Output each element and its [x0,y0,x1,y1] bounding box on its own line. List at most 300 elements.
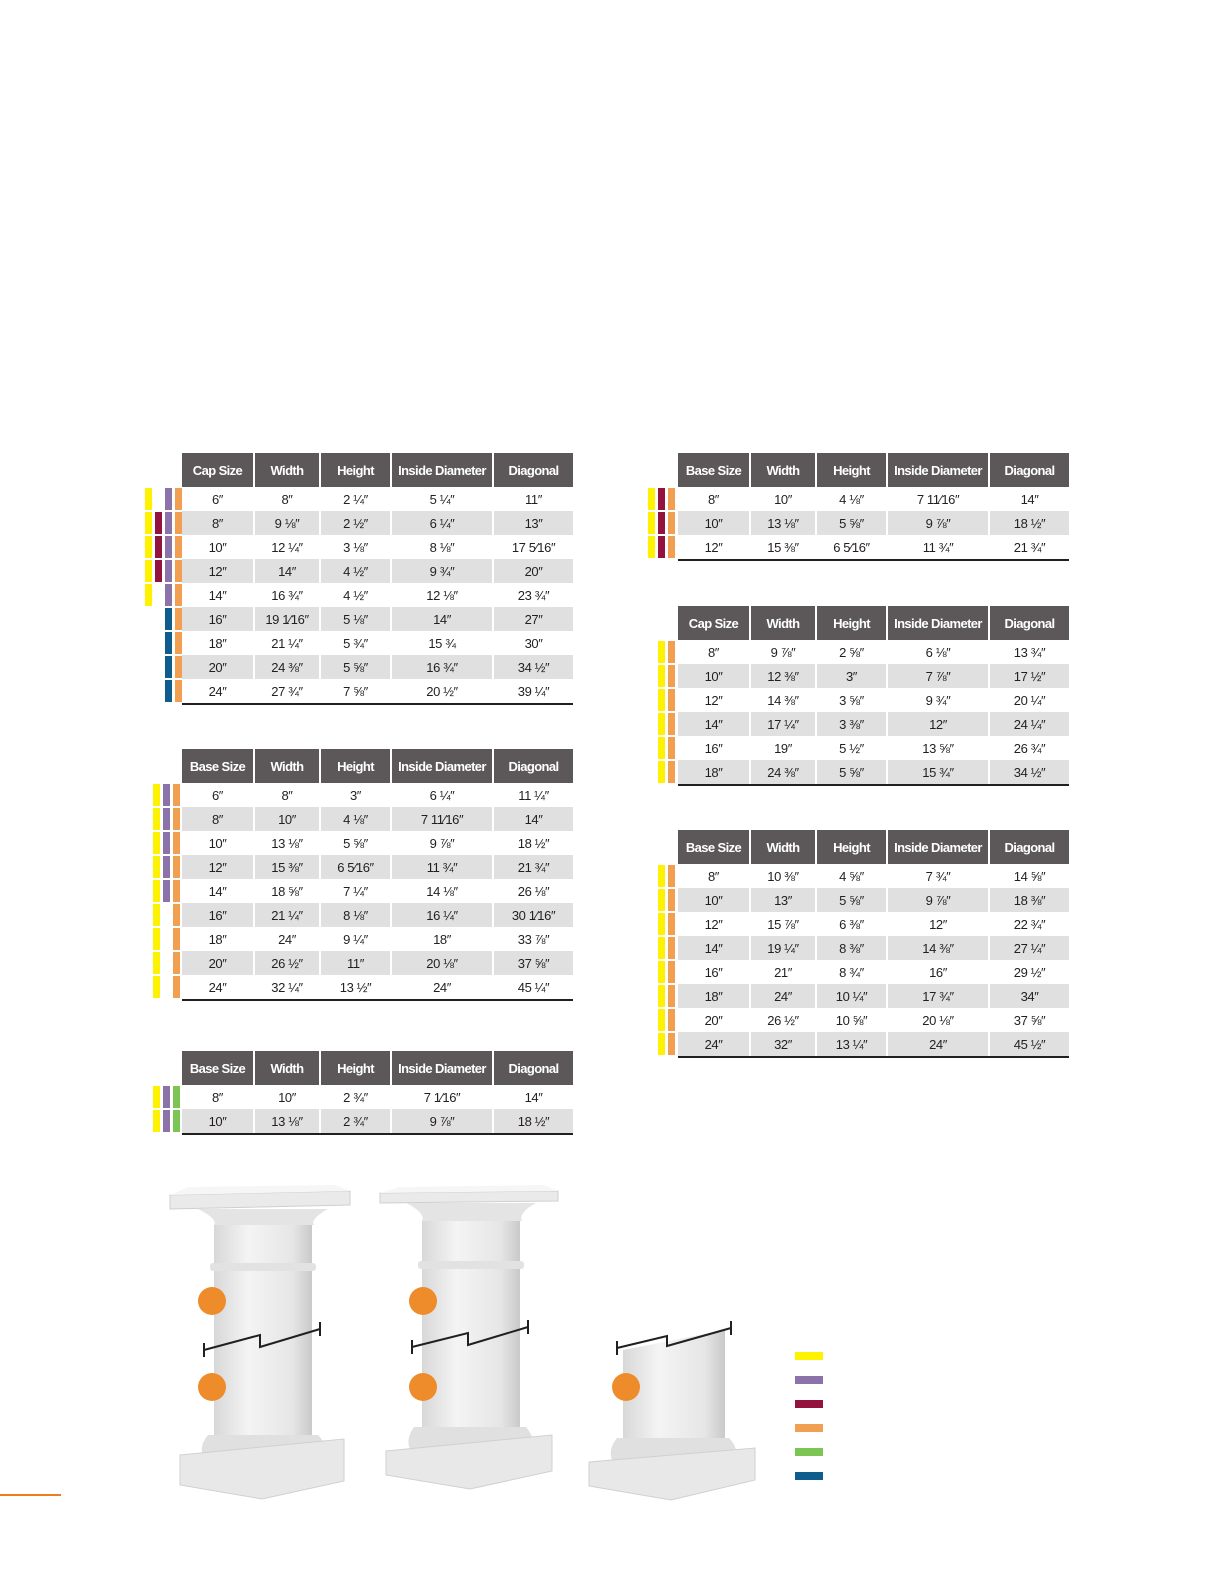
marker-dot-2a [409,1287,437,1315]
orange-code-swatch [668,1009,675,1031]
cell-width: 16 ¾″ [255,583,321,607]
header-height: Height [817,606,888,640]
table-row [658,864,1069,888]
header-height: Height [321,749,392,783]
cell-width: 17 ¼″ [751,712,817,736]
cell-inside-diameter: 12 ⅛″ [392,583,494,607]
orange-code-swatch [175,488,182,510]
cell-height: 2 ¼″ [321,487,392,511]
cell-size: 14″ [678,712,751,736]
cell-size: 14″ [678,936,751,960]
empty-code-swatch [145,632,152,654]
cell-width: 13″ [751,888,817,912]
orange-code-swatch [668,665,675,687]
orange-code-swatch [668,1033,675,1055]
maroon-code-swatch [658,488,665,510]
cell-inside-diameter: 11 ¾″ [888,535,990,559]
table-row [153,831,573,855]
table-row [153,807,573,831]
cell-diagonal: 18 ½″ [517,835,550,851]
cell-inside-diameter: 24″ [392,975,494,999]
yellow-code-swatch [145,584,152,606]
yellow-code-swatch [648,512,655,534]
yellow-code-swatch [658,1009,665,1031]
purple-code-swatch [165,584,172,606]
cell-height: 8 ⅜″ [817,936,888,960]
purple-code-swatch [165,488,172,510]
cell-size: 20″ [182,655,255,679]
legend-green-swatch [795,1448,823,1456]
cell-diagonal: 24 ¼″ [990,712,1069,736]
yellow-code-swatch [658,985,665,1007]
legend-blue-swatch [795,1472,823,1480]
purple-code-swatch [163,880,170,902]
cell-width: 24″ [255,927,321,951]
row-color-codes [658,688,678,712]
yellow-code-swatch [658,665,665,687]
cell-diagonal: 18 ½″ [990,511,1069,535]
cell-size: 12″ [678,912,751,936]
cell-diagonal: 14″ [524,1089,543,1105]
empty-code-swatch [163,952,170,974]
yellow-code-swatch [658,689,665,711]
cell-diagonal: 21 ¾″ [1013,539,1046,555]
green-code-swatch [173,1086,180,1108]
row-color-codes [145,559,182,583]
cell-width: 12 ⅜″ [751,664,817,688]
cell-inside-diameter: 18″ [392,927,494,951]
cell-width: 13 ⅛″ [255,831,321,855]
cell-height: 4 ⅝″ [817,864,888,888]
orange-code-swatch [173,952,180,974]
row-color-codes [145,631,182,655]
table-row [658,888,1069,912]
yellow-code-swatch [658,761,665,783]
cell-height: 5 ⅝″ [321,655,392,679]
row-color-codes [658,1008,678,1032]
cell-inside-diameter: 11 ¾″ [392,855,494,879]
cell-height: 6 ⅜″ [817,912,888,936]
header-size: Base Size [182,749,255,783]
cell-width: 19 1⁄16″ [255,607,321,631]
row-color-codes [648,535,678,559]
header-size: Cap Size [678,606,751,640]
header-diagonal: Diagonal [494,1051,573,1085]
row-color-codes [153,783,182,807]
cell-diagonal: 37 ⅝″ [1013,1012,1046,1028]
cell-height: 4 ½″ [321,583,392,607]
header-width: Width [255,749,321,783]
cell-size: 16″ [678,736,751,760]
header-height: Height [817,830,888,864]
cell-diagonal: 34″ [990,984,1069,1008]
row-color-codes [658,888,678,912]
empty-code-swatch [155,680,162,702]
row-color-codes [153,927,182,951]
header-size: Base Size [678,830,751,864]
table-row [145,607,573,631]
purple-code-swatch [163,784,170,806]
yellow-code-swatch [153,952,160,974]
marker-dot-3a [612,1373,640,1401]
orange-code-swatch [668,689,675,711]
cell-height: 2 ½″ [321,511,392,535]
cell-height: 5 ¾″ [321,631,392,655]
header-width: Width [255,453,321,487]
cell-size: 8″ [678,864,751,888]
table-row [145,487,573,511]
header-size: Base Size [678,453,751,487]
cell-inside-diameter: 16″ [888,960,990,984]
cell-width: 12 ¼″ [255,535,321,559]
row-color-codes [658,960,678,984]
yellow-code-swatch [658,1033,665,1055]
orange-code-swatch [175,632,182,654]
table-row [153,975,573,999]
table-bottom-rule [182,1133,573,1135]
cell-height: 6 5⁄16″ [817,535,888,559]
table-row [658,984,1069,1008]
cell-width: 32″ [751,1032,817,1056]
cell-inside-diameter: 6 ¼″ [392,511,494,535]
table-row [145,655,573,679]
yellow-code-swatch [658,641,665,663]
cell-diagonal: 20″ [494,559,573,583]
cell-size: 12″ [182,559,255,583]
header-diagonal: Diagonal [990,830,1069,864]
cell-diagonal: 27″ [494,607,573,631]
table-header [678,830,1069,864]
header-inside-diameter: Inside Diameter [888,830,990,864]
row-color-codes [658,640,678,664]
empty-code-swatch [163,976,170,998]
table-header [182,749,573,783]
yellow-code-swatch [658,713,665,735]
cell-size: 8″ [182,511,255,535]
header-diagonal: Diagonal [494,749,573,783]
row-color-codes [145,607,182,631]
cell-inside-diameter: 24″ [888,1032,990,1056]
cell-inside-diameter: 12″ [888,912,990,936]
cell-width: 24 ⅜″ [255,655,321,679]
cell-height: 3″ [321,783,392,807]
cell-size: 10″ [678,664,751,688]
purple-code-swatch [163,1086,170,1108]
orange-code-swatch [668,488,675,510]
cell-width: 10″ [751,487,817,511]
yellow-code-swatch [145,560,152,582]
cell-diagonal: 20 ¼″ [1013,692,1046,708]
header-diagonal: Diagonal [990,606,1069,640]
cell-size: 14″ [182,879,255,903]
purple-code-swatch [165,560,172,582]
row-color-codes [153,1085,182,1109]
table-bottom-rule [182,703,573,705]
cell-inside-diameter: 9 ⅞″ [392,1109,494,1133]
empty-code-swatch [155,632,162,654]
cell-inside-diameter: 12″ [888,712,990,736]
cell-inside-diameter: 6 ⅛″ [888,640,990,664]
orange-code-swatch [175,536,182,558]
empty-code-swatch [145,608,152,630]
table-header [182,1051,573,1085]
table-row [658,736,1069,760]
row-color-codes [145,511,182,535]
blue-code-swatch [165,608,172,630]
cell-height: 2 ¾″ [321,1109,392,1133]
table-row [658,936,1069,960]
row-color-codes [658,664,678,688]
table-row [658,640,1069,664]
cell-diagonal: 26 ¾″ [1013,740,1046,756]
orange-code-swatch [668,761,675,783]
yellow-code-swatch [658,737,665,759]
row-color-codes [648,511,678,535]
cell-width: 32 ¼″ [255,975,321,999]
orange-code-swatch [668,985,675,1007]
table-row [153,1085,573,1109]
cell-size: 18″ [182,631,255,655]
cell-diagonal: 17 ½″ [990,664,1069,688]
page-accent-rule [0,1494,61,1496]
cell-width: 26 ½″ [751,1008,817,1032]
dimension-table-5 [658,606,1069,786]
cell-size: 12″ [678,535,751,559]
cell-inside-diameter: 9 ¾″ [888,688,990,712]
cell-width: 14″ [255,559,321,583]
yellow-code-swatch [648,488,655,510]
column-tall-2-icon [378,1185,568,1495]
table-row [145,535,573,559]
legend-yellow-swatch [795,1352,823,1360]
table-bottom-rule [678,1056,1069,1058]
cell-diagonal: 11 ¼″ [518,787,549,803]
marker-dot-2b [409,1373,437,1401]
cell-height: 4 ⅛″ [817,487,888,511]
cell-size: 6″ [182,783,255,807]
blue-code-swatch [165,656,172,678]
cell-width: 27 ¾″ [255,679,321,703]
cell-inside-diameter: 7 11⁄16″ [888,487,990,511]
marker-dot-1a [198,1287,226,1315]
row-color-codes [658,736,678,760]
orange-code-swatch [175,584,182,606]
cell-height: 3″ [817,664,888,688]
cell-diagonal: 30″ [524,635,543,651]
cell-size: 24″ [182,975,255,999]
color-legend [795,1352,823,1496]
empty-code-swatch [145,656,152,678]
cell-diagonal: 33 ⅞″ [517,931,550,947]
cell-diagonal: 14″ [1020,491,1039,507]
cell-width: 21 ¼″ [255,631,321,655]
cell-size: 8″ [182,807,255,831]
yellow-code-swatch [153,832,160,854]
row-color-codes [658,760,678,784]
cell-width: 21 ¼″ [255,903,321,927]
maroon-code-swatch [155,536,162,558]
cell-size: 10″ [678,511,751,535]
table-row [145,583,573,607]
table-row [153,1109,573,1133]
cell-size: 20″ [182,951,255,975]
cell-inside-diameter: 16 ¾″ [392,655,494,679]
header-width: Width [751,453,817,487]
cell-width: 8″ [255,487,321,511]
cell-inside-diameter: 17 ¾″ [888,984,990,1008]
dimension-table-6 [658,830,1069,1058]
table-row [648,535,1069,559]
table-row [658,912,1069,936]
cell-width: 18 ⅝″ [255,879,321,903]
cell-inside-diameter: 20 ½″ [392,679,494,703]
table-bottom-rule [678,559,1069,561]
legend-orange-swatch [795,1424,823,1432]
header-width: Width [751,606,817,640]
cell-size: 16″ [182,607,255,631]
cell-diagonal: 39 ¼″ [517,683,550,699]
yellow-code-swatch [648,536,655,558]
dimension-table-3 [153,1051,573,1135]
table-header [678,453,1069,487]
header-size: Base Size [182,1051,255,1085]
cell-width: 26 ½″ [255,951,321,975]
legend-maroon-swatch [795,1400,823,1408]
cell-size: 10″ [182,831,255,855]
header-inside-diameter: Inside Diameter [392,453,494,487]
cell-inside-diameter: 9 ⅞″ [888,511,990,535]
empty-code-swatch [155,488,162,510]
row-color-codes [145,679,182,703]
row-color-codes [153,1109,182,1133]
yellow-code-swatch [153,976,160,998]
table-row [658,1032,1069,1056]
cell-height: 2 ⅝″ [817,640,888,664]
orange-code-swatch [173,832,180,854]
yellow-code-swatch [153,1110,160,1132]
yellow-code-swatch [145,512,152,534]
cell-width: 8″ [255,783,321,807]
yellow-code-swatch [145,488,152,510]
purple-code-swatch [163,832,170,854]
cell-inside-diameter: 14 ⅜″ [888,936,990,960]
orange-code-swatch [668,961,675,983]
cell-width: 10 ⅜″ [751,864,817,888]
cell-diagonal: 45 ¼″ [517,979,550,995]
cell-size: 24″ [182,679,255,703]
cell-width: 9 ⅞″ [751,640,817,664]
table-header [678,606,1069,640]
cell-inside-diameter: 14 ⅛″ [392,879,494,903]
cell-height: 10 ⅝″ [817,1008,888,1032]
legend-purple-swatch [795,1376,823,1384]
column-tall-1-icon [168,1185,358,1505]
cell-height: 6 5⁄16″ [321,855,392,879]
cell-height: 13 ¼″ [817,1032,888,1056]
yellow-code-swatch [153,904,160,926]
table-row [153,783,573,807]
table-bottom-rule [678,784,1069,786]
cell-height: 5 ⅝″ [817,888,888,912]
purple-code-swatch [163,856,170,878]
cell-diagonal: 27 ¼″ [990,936,1069,960]
cell-size: 18″ [678,760,751,784]
cell-inside-diameter: 5 ¼″ [392,487,494,511]
maroon-code-swatch [155,560,162,582]
table-row [658,1008,1069,1032]
yellow-code-swatch [153,784,160,806]
cell-diagonal: 30 1⁄16″ [494,903,573,927]
cell-height: 8 ⅛″ [321,903,392,927]
cell-width: 10″ [255,1085,321,1109]
cell-diagonal: 34 ½″ [990,760,1069,784]
cell-size: 10″ [678,888,751,912]
cell-inside-diameter: 13 ⅝″ [888,736,990,760]
yellow-code-swatch [153,928,160,950]
cell-width: 19 ¼″ [751,936,817,960]
cell-width: 9 ⅛″ [255,511,321,535]
header-inside-diameter: Inside Diameter [392,749,494,783]
row-color-codes [658,984,678,1008]
cell-height: 5 ⅝″ [321,831,392,855]
cell-diagonal: 26 ⅛″ [517,883,550,899]
yellow-code-swatch [658,865,665,887]
blue-code-swatch [165,632,172,654]
orange-code-swatch [668,865,675,887]
maroon-code-swatch [155,512,162,534]
dimension-table-4 [648,453,1069,561]
header-height: Height [321,1051,392,1085]
cell-diagonal: 17 5⁄16″ [511,539,556,555]
empty-code-swatch [155,608,162,630]
cell-height: 7 ¼″ [321,879,392,903]
cell-diagonal: 14″ [494,807,573,831]
header-width: Width [751,830,817,864]
table-row [153,879,573,903]
cell-inside-diameter: 7 ¾″ [888,864,990,888]
header-height: Height [817,453,888,487]
orange-code-swatch [173,880,180,902]
cell-inside-diameter: 8 ⅛″ [392,535,494,559]
orange-code-swatch [668,737,675,759]
cell-diagonal: 22 ¾″ [1013,916,1046,932]
cell-inside-diameter: 9 ⅞″ [392,831,494,855]
cell-size: 12″ [182,855,255,879]
header-diagonal: Diagonal [494,453,573,487]
cell-diagonal: 14 ⅝″ [1013,868,1046,884]
cell-inside-diameter: 9 ⅞″ [888,888,990,912]
table-row [648,487,1069,511]
orange-code-swatch [173,976,180,998]
cell-size: 8″ [678,487,751,511]
cell-height: 5 ½″ [817,736,888,760]
row-color-codes [145,487,182,511]
cell-inside-diameter: 15 ¾ [392,631,494,655]
table-row [145,679,573,703]
cell-height: 5 ⅝″ [817,760,888,784]
cell-size: 16″ [182,903,255,927]
yellow-code-swatch [153,880,160,902]
row-color-codes [658,936,678,960]
empty-code-swatch [163,904,170,926]
row-color-codes [153,975,182,999]
orange-code-swatch [668,937,675,959]
orange-code-swatch [668,536,675,558]
cell-width: 13 ⅛″ [751,511,817,535]
orange-code-swatch [173,904,180,926]
cell-size: 20″ [678,1008,751,1032]
orange-code-swatch [173,856,180,878]
